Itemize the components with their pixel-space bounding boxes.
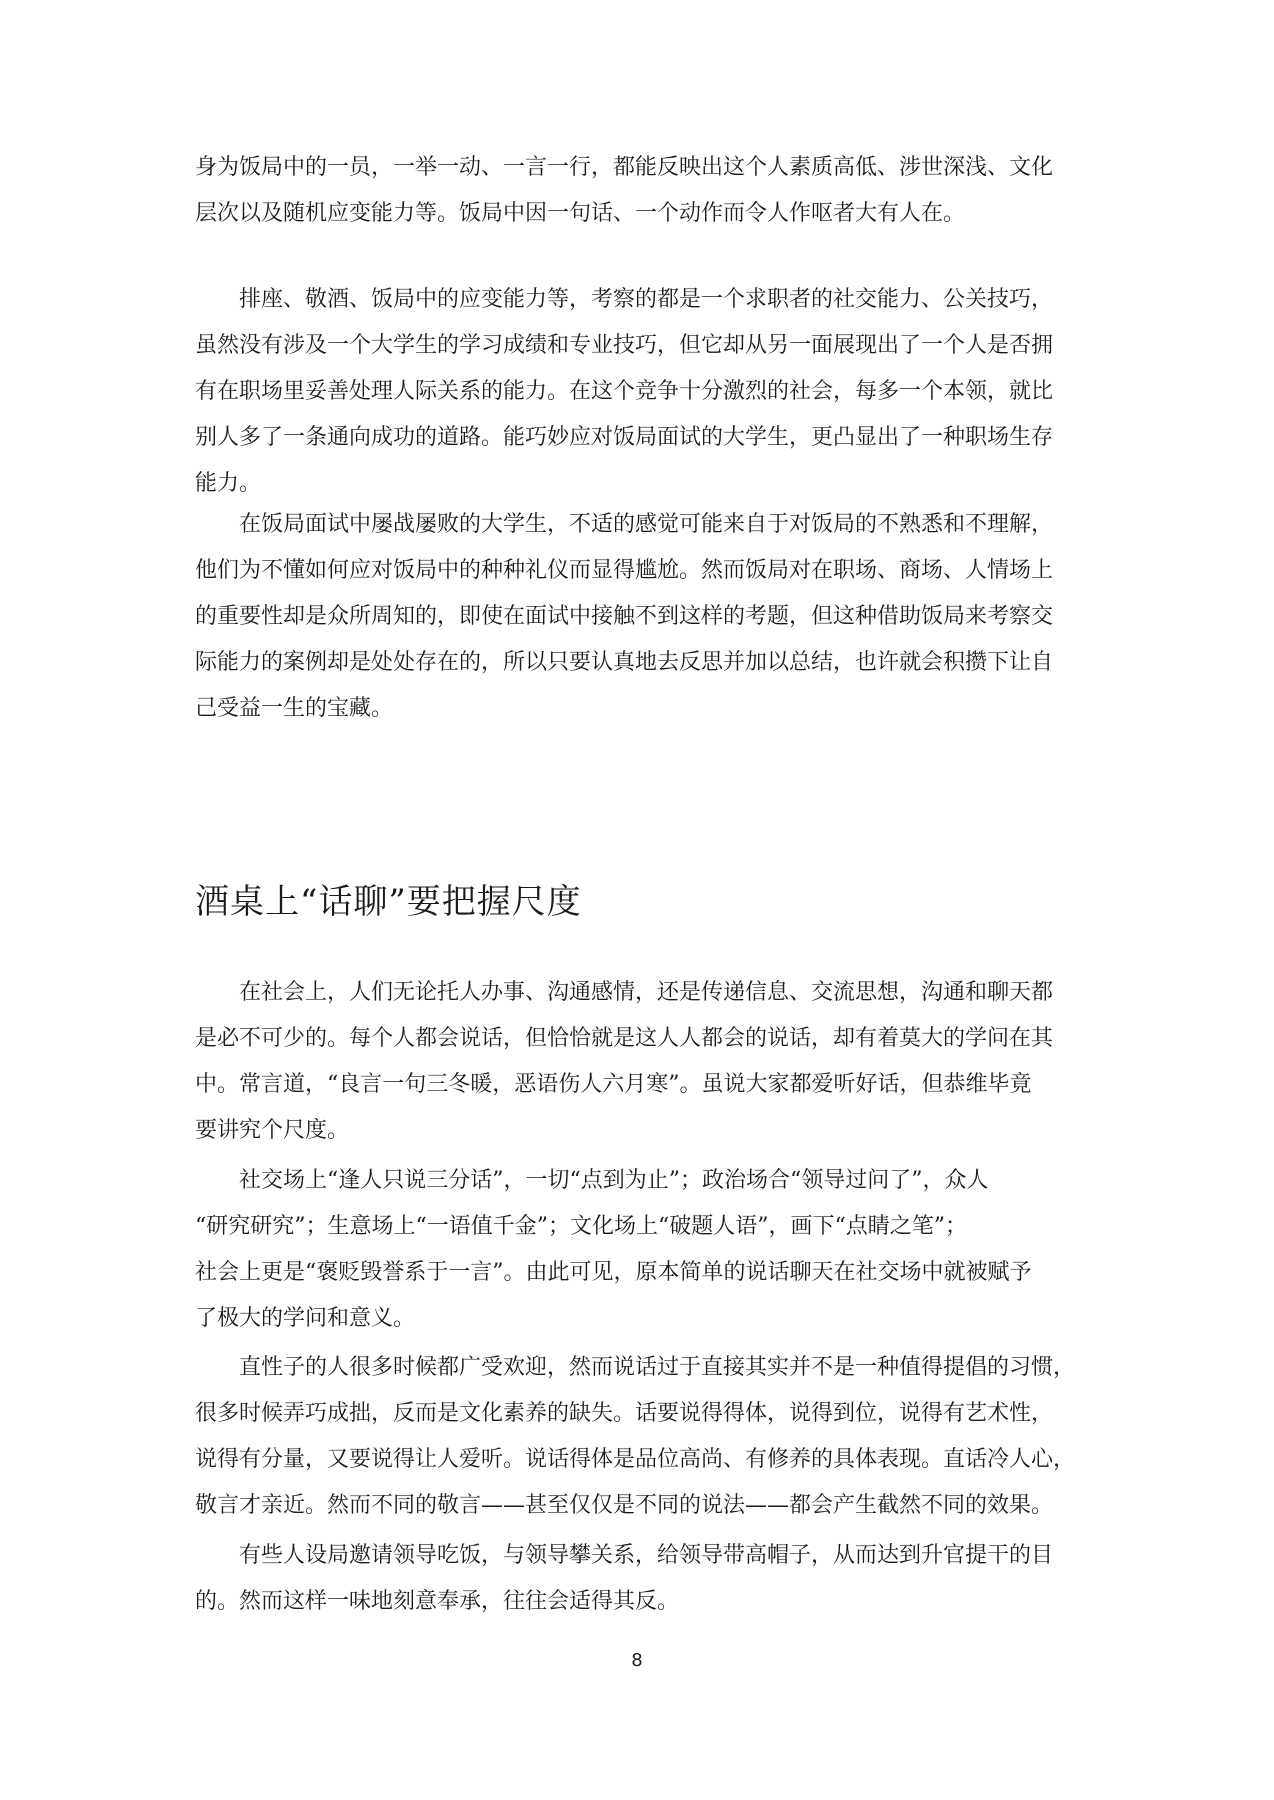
paragraph-line: 中。常言道，“良言一句三冬暖，恶语伤人六月寒”。虽说大家都爱听好话，但恭维毕竟 [195, 1072, 1032, 1097]
paragraph-line: 了极大的学问和意义。 [195, 1306, 416, 1331]
paragraph-2 [195, 277, 1075, 507]
paragraph-5 [195, 1158, 1075, 1342]
paragraph-line: 在饭局面试中屡战屡败的大学生，不适的感觉可能来自于对饭局的不熟悉和不理解， [239, 512, 1054, 537]
paragraph-line: 有些人设局邀请领导吃饭，与领导攀关系，给领导带高帽子，从而达到升官提干的目 [239, 1543, 1054, 1568]
paragraph-line: 的重要性却是众所周知的，即使在面试中接触不到这样的考题，但这种借助饭局来考察交 [195, 604, 1054, 629]
paragraph-line: “研究研究”；生意场上“一语值千金”；文化场上“破题人语”，画下“点睛之笔”； [195, 1214, 967, 1239]
paragraph-7 [195, 1533, 1075, 1625]
paragraph-1 [195, 145, 1075, 237]
paragraph-4 [195, 970, 1075, 1154]
paragraph-line: 层次以及随机应变能力等。饭局中因一句话、一个动作而令人作呕者大有人在。 [195, 201, 966, 226]
paragraph-line: 社会上更是“褒贬毁誉系于一言”。由此可见，原本简单的说话聊天在社交场中就被赋予 [195, 1260, 1032, 1285]
paragraph-line: 虽然没有涉及一个大学生的学习成绩和专业技巧，但它却从另一面展现出了一个人是否拥 [195, 333, 1054, 358]
paragraph-line: 很多时候弄巧成拙，反而是文化素养的缺失。话要说得得体，说得到位，说得有艺术性， [195, 1401, 1054, 1426]
page-number: 8 [631, 1650, 643, 1671]
section-title: 酒桌上“话聊”要把握尺度 [195, 882, 582, 922]
paragraph-line: 能力。 [195, 471, 262, 496]
paragraph-line: 直性子的人很多时候都广受欢迎，然而说话过于直接其实并不是一种值得提倡的习惯， [239, 1355, 1076, 1380]
paragraph-line: 社交场上“逢人只说三分话”，一切“点到为止”；政治场合“领导过问了”，众人 [239, 1168, 989, 1193]
paragraph-line: 际能力的案例却是处处存在的，所以只要认真地去反思并加以总结，也许就会积攒下让自 [195, 650, 1054, 675]
paragraph-line: 敬言才亲近。然而不同的敬言——甚至仅仅是不同的说法——都会产生截然不同的效果。 [195, 1493, 1054, 1518]
paragraph-3 [195, 502, 1075, 732]
paragraph-line: 的。然而这样一味地刻意奉承，往往会适得其反。 [195, 1589, 680, 1614]
paragraph-line: 他们为不懂如何应对饭局中的种种礼仪而显得尴尬。然而饭局对在职场、商场、人情场上 [195, 558, 1054, 583]
paragraph-line: 是必不可少的。每个人都会说话，但恰恰就是这人人都会的说话，却有着莫大的学问在其 [195, 1026, 1054, 1051]
paragraph-line: 排座、敬酒、饭局中的应变能力等，考察的都是一个求职者的社交能力、公关技巧， [239, 287, 1054, 312]
paragraph-line: 要讲究个尺度。 [195, 1118, 350, 1143]
paragraph-line: 有在职场里妥善处理人际关系的能力。在这个竞争十分激烈的社会，每多一个本领，就比 [195, 379, 1054, 404]
paragraph-line: 说得有分量，又要说得让人爱听。说话得体是品位高尚、有修养的具体表现。直话冷人心， [195, 1447, 1076, 1472]
paragraph-line: 别人多了一条通向成功的道路。能巧妙应对饭局面试的大学生，更凸显出了一种职场生存 [195, 425, 1054, 450]
paragraph-6 [195, 1345, 1075, 1529]
paragraph-line: 己受益一生的宝藏。 [195, 696, 394, 721]
paragraph-line: 身为饭局中的一员，一举一动、一言一行，都能反映出这个人素质高低、涉世深浅、文化 [195, 155, 1054, 180]
paragraph-line: 在社会上，人们无论托人办事、沟通感情，还是传递信息、交流思想，沟通和聊天都 [239, 980, 1054, 1005]
